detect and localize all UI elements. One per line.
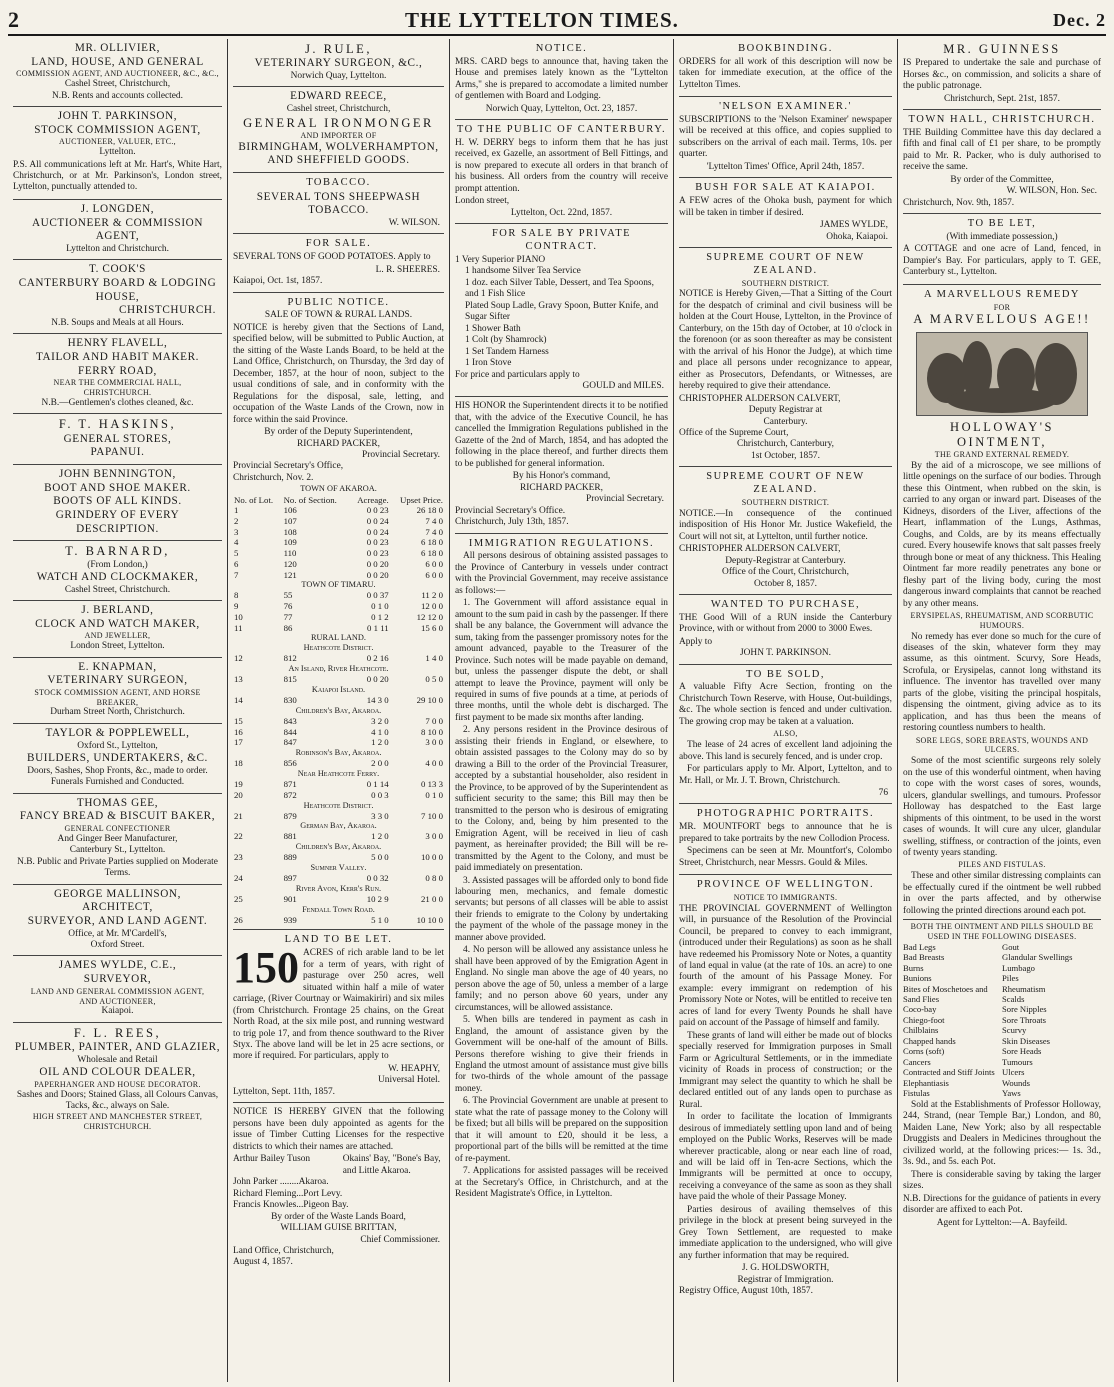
table-row xyxy=(233,716,444,727)
table-cell: 3 0 0 xyxy=(425,831,443,842)
table-cell: 19 xyxy=(234,779,243,790)
ad-wylde: JAMES WYLDE, C.E., SURVEYOR, LAND AND GENERAL COMMISSION AGENT, AND AUCTIONEER, Kaiapoi. xyxy=(13,956,222,1022)
regulation-paragraph: 4. No person will be allowed any assistance unless he shall have been approved of by the Emigration Agent in England. No single man above the age of 40 years, no person above the age of 50, unless a member of a large family; and no person above 60 years, under any circumstances, will be allowed assistance. xyxy=(455,945,668,1013)
table-cell: 5 1 0 xyxy=(371,914,389,925)
table-section-label: Robinson's Bay, Akaroa. xyxy=(295,748,382,758)
ad-derry: TO THE PUBLIC OF CANTERBURY. H. W. DERRY begs to inform them that he has just received, ex Gazelle, an assortment of Bell Fittings, and is now prepared to execute all orders in that branch of his business. All orders from the country will receive prompt attention. London street, Lyttelton, Oct. 22nd, 1857. xyxy=(455,120,668,224)
table-cell: 12 12 0 xyxy=(416,611,443,622)
disease-item: Bad Breasts xyxy=(903,952,945,963)
ad-holloway: A MARVELLOUS REMEDY FOR A MARVELLOUS AGE!! HOLLOWAY'S OINTMENT, THE GRAND EXTERNAL REMEDY. By the aid of a microscope, we see millions of little openings on the surface of our bodies. Through these this Ointment, when rubbed on the skin, is carried to any organ or inward part. Diseases of the Kidneys, disorders of the Liver, affections of the Heart, inflammation of the Lungs, Asthmas, Coughs, and Colds, are by its means effectually cured. Every housewife knows that salt passes freely through bone or meat of any thickness. This Healing Ointment far more readily penetrates any bone or fleshy part of the living body, curing the most dangerous inward complaints that cannot be reached by any other means. ERYSIPELAS, RHEUMATISM, AND SCORBUTIC HUMOURS. No remedy has ever done so much for the cure of diseases of the skin, whatever form they may assume, as this ointment. Scurvy, Sore Heads, Scrofula, or Erysipelas, cannot long withstand its influence. The inventor has travelled over many parts of the globe, visiting the principal hospitals, dispensing the ointment, giving advice as to its application, and has thus been the means of restoring countless numbers to health. SORE LEGS, SORE BREASTS, WOUNDS AND ULCERS. Some of the most scientific surgeons rely solely on the use of this wonderful ointment, when having to cope with the worst cases of sores, wounds, ulcers, glandular swellings, and tumours. Professor Holloway has despatched to the East large shipments of this ointment, to be used in the worst cases of wounds. It will cure any ulcer, glandular swelling, stiffness, or contraction of the joints, even of twenty years standing. PILES AND FISTULAS. These and other similar distressing complaints can be effectually cured if the ointment be well rubbed in over the parts affected, and by otherwise following the printed directions around each pot. BOTH THE OINTMENT AND PILLS SHOULD BE USED IN THE FOLLOWING DISEASES. Bad Legs Bad Breasts Burns Bunions Bites of Moschetoes and Sand Flies Coco-bay Chiego-foot Chilblains Chapped hands Corns (soft) Cancers Contracted and Stiff Joints Elephantiasis Fistulas Gout Glandular Swellings Lumbago Piles Rheumatism Scalds Sore Nipples Sore Throats Scurvy Skin Diseases Sore Heads Tumours Ulcers Wounds Yaws Sold at the Establishments of Professor Holloway, 244, Strand, (near Temple Bar,) London, and 80, Maiden Lane, New York; also by all respectable Druggists and Dealers in Medicines throughout the civilized world, at the following prices:— 1s. 3d., 3s. 9d., and 5s. each Pot. There is considerable saving by taking the larger sizes. N.B. Directions for the guidance of patients in every disorder are affixed to each Pot. Agent for Lyttelton:—A. Bayfeild. xyxy=(903,288,1101,1228)
table-cell: 5 xyxy=(234,548,239,559)
list-item: 1 Colt (by Shamrock) xyxy=(465,335,547,346)
disease-item: Burns xyxy=(903,962,924,973)
table-row xyxy=(233,758,444,769)
table-cell: 0 0 32 xyxy=(366,873,389,884)
ad-potatoes: FOR SALE. SEVERAL TONS OF GOOD POTATOES. Apply to L. R. SHEERES. Kaiapoi, Oct. 1st, 1857. xyxy=(233,234,444,292)
disease-item: Scalds xyxy=(1002,994,1025,1004)
table-row xyxy=(233,852,444,863)
table-cell: 17 xyxy=(234,737,243,748)
column-1 xyxy=(8,39,228,1382)
disease-item: Coco-bay xyxy=(903,1004,937,1015)
ad-flavell: HENRY FLAVELL, TAILOR AND HABIT MAKER. FERRY ROAD, NEAR THE COMMERCIAL HALL, CHRISTCHURCH. N.B.—Gentlemen's clothes cleaned, &c. xyxy=(13,334,222,414)
ad-photographic: PHOTOGRAPHIC PORTRAITS. MR. MOUNTFORT begs to announce that he is prepared to take portraits by the new Collodion Process. Specimens can be seen at Mr. Mountfort's, Colombo Street, Christchurch, near Messrs. Gould & Miles. xyxy=(679,804,892,875)
table-cell: 0 1 0 xyxy=(425,789,443,800)
disease-item: Glandular Swellings xyxy=(1002,952,1073,963)
table-row xyxy=(233,548,444,559)
column-header: No. of Lot. xyxy=(234,494,274,505)
ad-taylor: TAYLOR & POPPLEWELL, Oxford St., Lyttelton, BUILDERS, UNDERTAKERS, &C. Doors, Sashes, Shop Fronts, &c., made to order. Funerals Furnished and Conducted. xyxy=(13,724,222,794)
table-cell: 6 18 0 xyxy=(421,537,443,548)
regulation-paragraph: 7. Applications for assisted passages will be received at the Secretary's Office, in Christchurch, and at the Resident Magistrate's Office, in Lyttelton. xyxy=(455,1166,668,1200)
table-cell: 830 xyxy=(283,695,297,706)
ad-his-honor: HIS HONOR the Superintendent directs it to be notified that, with the advice of the Executive Council, he has cancelled the Immigration Regulations published in the Gazette of the 2nd of March, 1854, and has adopted the following in the place thereof, and further directs them to be published for general information. By his Honor's command, RICHARD PACKER, Provincial Secretary. Provincial Secretary's Office. Christchurch, July 13th, 1857. xyxy=(455,397,668,533)
ad-parkinson: JOHN T. PARKINSON, STOCK COMMISSION AGENT, AUCTIONEER, VALUER, ETC., Lyttelton. P.S. All communications left at Mr. Hart's, White Hart, Christchurch, or at Mr. Parkinson's, London street, Lyttelton, punctually attended to. xyxy=(13,107,222,200)
table-cell: 11 xyxy=(234,622,243,633)
table-cell: 0 2 16 xyxy=(366,653,389,664)
table-cell: 6 xyxy=(234,558,239,569)
ad-land-to-let: LAND TO BE LET. 150 ACRES of rich arable land to be let for a term of years, with right of pasturage over 250 acres, well situated within half a mile of water carriage, (River Courtnay or Waimakiriri) and six miles (from Christchurch. Frontage 25 chains, on the Great North Road, at the six mile post, and running westward to trig pole 17, and from thence southward to the River Styx. The above land will be let in 25 acre sections, or more if required. For particulars, apply to W. HEAPHY, Universal Hotel. Lyttelton, Sept. 11th, 1857. xyxy=(233,930,444,1103)
table-cell: 2 xyxy=(234,515,239,526)
disease-item: Bites of Moschetoes and Sand Flies xyxy=(903,983,988,1004)
table-cell: 120 xyxy=(283,558,297,569)
disease-item: Scurvy xyxy=(1002,1025,1027,1036)
table-cell: 18 xyxy=(234,758,243,769)
table-cell: 0 8 0 xyxy=(425,873,443,884)
table-cell: 7 4 0 xyxy=(425,515,443,526)
ad-rule: J. RULE, VETERINARY SURGEON, &C., Norwich Quay, Lyttelton. xyxy=(233,39,444,87)
table-cell: 879 xyxy=(283,810,297,821)
table-cell: 881 xyxy=(283,831,297,842)
table-cell: 15 6 0 xyxy=(421,622,443,633)
table-cell: 26 18 0 xyxy=(416,505,443,516)
table-cell: 889 xyxy=(283,852,297,863)
table-cell: 856 xyxy=(283,758,297,769)
table-row xyxy=(233,779,444,790)
ad-bennington: JOHN BENNINGTON, BOOT AND SHOE MAKER. BOOTS OF ALL KINDS. GRINDERY OF EVERY DESCRIPTION. xyxy=(13,465,222,541)
table-cell: 1 4 0 xyxy=(425,653,443,664)
table-header-row xyxy=(233,495,444,506)
table-row xyxy=(233,590,444,601)
disease-item: Wounds xyxy=(1002,1077,1030,1088)
table-cell: 1 2 0 xyxy=(371,737,389,748)
ad-town-hall: TOWN HALL, CHRISTCHURCH. THE Building Committee have this day declared a fifth and final call of £1 per share, to be promptly paid to Mr. R. Packer, who is duly authorised to receive the same. By order of the Committee, W. WILSON, Hon. Sec. Christchurch, Nov. 9th, 1857. xyxy=(903,110,1101,214)
table-cell: 0 0 20 xyxy=(366,569,389,580)
table-cell: 872 xyxy=(283,789,297,800)
list-item: 1 doz. each Silver Table, Dessert, and Tea Spoons, and 1 Fish Slice xyxy=(465,277,654,300)
table-cell: 10 10 0 xyxy=(416,914,443,925)
regulation-list xyxy=(455,598,668,1200)
table-section-label: Near Heathcote Ferry. xyxy=(297,768,380,778)
table-section-label: RURAL LAND. xyxy=(310,633,366,643)
table-cell: 844 xyxy=(283,726,297,737)
table-row xyxy=(233,737,444,748)
table-row xyxy=(233,516,444,527)
table-row xyxy=(233,559,444,570)
table-cell: 0 0 23 xyxy=(366,505,389,516)
ad-timber-licenses: NOTICE IS HEREBY GIVEN that the following persons have been duly appointed as agents for the issue of Timber Cutting Licenses for the respective districts to which their names are attached. Arthur Bailey Tuson Okains' Bay, "Bone's Bay, and Little Akaroa. John Parker ........Akaroa. Richard Fleming...Port Levy. Francis Knowles...Pigeon Bay. By order of the Waste Lands Board, WILLIAM GUISE BRITTAN, Chief Commissioner. Land Office, Christchurch, August 4, 1857. xyxy=(233,1107,444,1268)
table-cell: 4 0 0 xyxy=(425,758,443,769)
column-2 xyxy=(228,39,450,1382)
table-row xyxy=(233,623,444,634)
table-cell: 3 0 0 xyxy=(425,737,443,748)
column-header: Upset Price. xyxy=(400,494,443,505)
table-cell: 815 xyxy=(283,674,297,685)
regulation-paragraph: 2. Any persons resident in the Province desirous of assisting their friends in England, or elsewhere, to obtain assisted passages to the Colony may do so by drawing a Bill to the order of the Provincial Treasurer, accepted by a substantial householder, also resident in the Province, to be approved of by the Superintendent as sufficient security to the same; this Bill may then be transmitted to the person who is desirous of emigrating to the Colony, and, being by him presented to the Emigration Agent, will be received in lieu of cash payment, as hereinafter provided; the Bill will be re-transmitted by the Agent to the Colony, and must be paid immediately on presentation. xyxy=(455,725,668,874)
table-row xyxy=(233,505,444,516)
ad-berland: J. BERLAND, CLOCK AND WATCH MAKER, AND JEWELLER, London Street, Lyttelton. xyxy=(13,601,222,658)
list-item: 1 handsome Silver Tea Service xyxy=(465,266,581,277)
table-cell: 2 0 0 xyxy=(371,758,389,769)
table-section-label: An Island, River Heathcote. xyxy=(288,664,389,674)
table-cell: 76 xyxy=(283,601,293,612)
table-cell: 7 0 0 xyxy=(425,715,443,726)
table-cell: 10 xyxy=(234,611,243,622)
disease-item: Cancers xyxy=(903,1056,931,1067)
ad-rees: F. L. REES, PLUMBER, PAINTER, AND GLAZIER, Wholesale and Retail OIL AND COLOUR DEALER, PAPERHANGER AND HOUSE DECORATOR. Sashes and Doors; Stained Glass, all Colours Canvas, Tacks, &c., always on Sale. HIGH STREET AND MANCHESTER STREET, CHRISTCHURCH. xyxy=(14,1025,221,1132)
disease-item: Tumours xyxy=(1002,1056,1033,1067)
table-cell: 0 0 24 xyxy=(366,515,389,526)
table-section-label: Children's Bay, Akaroa. xyxy=(295,842,382,852)
table-row xyxy=(233,894,444,905)
table-cell: 0 0 24 xyxy=(366,526,389,537)
table-row xyxy=(233,727,444,738)
table-section-label: Children's Bay, Akaroa. xyxy=(295,705,382,715)
column-4 xyxy=(674,39,898,1382)
disease-item: Gout xyxy=(1002,941,1020,952)
table-cell: 3 3 0 xyxy=(371,810,389,821)
table-cell: 25 xyxy=(234,893,243,904)
table-cell: 77 xyxy=(283,611,293,622)
table-cell: 11 2 0 xyxy=(421,590,443,601)
lands-table xyxy=(233,495,444,926)
ad-reece: EDWARD REECE, Cashel street, Christchurch, GENERAL IRONMONGER AND IMPORTER OF BIRMINGHAM, WOLVERHAMPTON, AND SHEFFIELD GOODS. xyxy=(233,87,444,172)
table-cell: 0 0 20 xyxy=(366,674,389,685)
table-cell: 14 xyxy=(234,695,243,706)
ad-immigration: IMMIGRATION REGULATIONS. All persons desirous of obtaining assisted passages to the Province of Canterbury in vessels under contract with the Provincial Government, may receive assistance as follows:— 1. The Government will afford assistance equal in amount to the sum paid in cash by the passenger. If there shall be any balance, the Government will advance the sum, taking from the passenger promissory notes for the amount advanced, payable to the Treasurer of the Province. Such notes will be made payable on demand, but, unless the passenger dispute the debt, or shall attempt to leave the Province, payment will only be required in sums of five pounds at a time, at periods of three months, until the whole debt is discharged. The first payment to be made six months after landing. 2. Any persons resident in the Province desirous of assisting their friends in England, or elsewhere, to obtain assisted passages to the Colony may do so by drawing a Bill to the order of the Provincial Treasurer, accepted by a substantial householder, also resident in the Province, to be approved of by the Superintendent as sufficient security to the same; this Bill may then be transmitted to the person who is desirous of emigrating to the Colony, and, being by him presented to the Emigration Agent, will be received in lieu of cash payment, as hereinafter provided; the Bill will be re-transmitted by the Agent to the Colony, and must be paid immediately on presentation. 3. Assisted passages will be afforded only to bond fide labouring men, mechanics, and female domestic servants; but persons of all classes will be able to assist their friends to emigrate to the Colony by undertaking the payment of the whole of the passage money in the manner above provided. 4. No person will be allowed any assistance unless he shall have been approved of by the Emigration Agent in England. No single man above the age of 40 years, no person above the age of 50, unless a member of a large family; and no person above 60 years, under any circumstances, will be allowed assistance. 5. When bills are tendered in payment as cash in England, the amount of assistance given by the Government will be one-half of the amount of Bills. Persons therefore wishing to give their friends in England the utmost amount of assistance must give bills for two-thirds of the whole amount of the passage money. 6. The Provincial Government are unable at present to state what the rate of passage money to the Colony will be fixed; but all bills will be prepared on the supposition that it will amount to £20, should it be less, a proportional part of the bills will be remitted at the time of re-payment. 7. Applications for assisted passages will be received at the Secretary's Office, in Christchurch, and at the Resident Magistrate's Office, in Lyttelton. xyxy=(455,537,668,1200)
disease-item: Sore Heads xyxy=(1002,1046,1042,1057)
table-cell: 13 xyxy=(234,674,243,685)
table-row xyxy=(233,537,444,548)
disease-item: Rheumatism xyxy=(1002,983,1046,994)
table-row xyxy=(233,790,444,801)
table-row xyxy=(233,601,444,612)
table-section-label: TOWN OF TIMARU. xyxy=(301,580,376,590)
table-row xyxy=(233,831,444,842)
ad-bush-sale: BUSH FOR SALE AT KAIAPOI. A FEW acres of the Ohoka bush, payment for which will be taken in timber if desired. JAMES WYLDE, Ohoka, Kaiapoi. xyxy=(679,178,892,248)
disease-item: Bad Legs xyxy=(903,941,936,952)
table-cell: 26 xyxy=(234,914,243,925)
table-cell: 12 0 0 xyxy=(421,601,443,612)
column-3 xyxy=(450,39,674,1382)
table-cell: 3 xyxy=(234,526,239,537)
table-section-label: Heathcote District. xyxy=(303,800,374,810)
table-cell: 939 xyxy=(283,914,297,925)
table-cell: 0 0 37 xyxy=(366,590,389,601)
table-cell: 55 xyxy=(283,590,293,601)
disease-item: Contracted and Stiff Joints xyxy=(903,1067,995,1078)
table-cell: 20 xyxy=(234,789,243,800)
table-cell: 108 xyxy=(283,526,297,537)
sale-items-list xyxy=(455,255,668,370)
ad-wellington: PROVINCE OF WELLINGTON. NOTICE TO IMMIGRANTS. THE PROVINCIAL GOVERNMENT of Wellington will, in pursuance of the Resolution of the Provincial Council, be prepared to convey to each immigrant, (introduced under their Regulations) as soon as he shall have redeemed his Promissory Note or Notes, a quantity of land equal in value (at the rate of 10s. an acre) to one fourth of the amount of his Passage Money. For example: every immigrant on redemption of his Promissory Note or Notes, will be entitled to receive ten acres of land for every Twenty Pounds he shall have paid on account of the Passage of himself and family. These grants of land will either be made out of blocks specially reserved for Immigration purposes in Small Farm or Agricultural Settlements, or in the immediate vicinity of Roads in process of construction; or the Immigrant may select the quantity to which he shall be declared entitled out of any lands open to purchase as Rural. In order to facilitate the location of Immigrants desirous of immediately settling upon land and of being employed on the Public Works, Reserves will be made wherever practicable, along or near each line of road, and will be laid off in Ten-acre Sections, which the Immigrants will be permitted at once to occupy, receiving a conveyance of the same as soon as they shall have paid the whole of their Passage Money. Parties desirous of availing themselves of this privilege in the block at present being surveyed in the Grey Town Settlement, are requested to make immediate application to the undersigned, who will give any further information that may be required. J. G. HOLDSWORTH, Registrar of Immigration. Registry Office, August 10th, 1857. xyxy=(679,879,892,1297)
regulation-paragraph: 6. The Provincial Government are unable at present to state what the rate of passage money to the Colony will be fixed; but all bills will be prepared on the supposition that it will amount to £20, should it be less, a proportional part of the bills will be remitted at the time of re-payment. xyxy=(455,1096,668,1164)
table-cell: 110 xyxy=(283,548,297,559)
ad-cottage-to-let: TO BE LET, (With immediate possession,) A COTTAGE and one acre of Land, fenced, in Dampier's Bay. For particulars, apply to T. GEE, Canterbury st., Lyttelton. xyxy=(903,214,1101,285)
page-number: 2 xyxy=(8,7,19,32)
ad-mallinson: GEORGE MALLINSON, ARCHITECT, SURVEYOR, AND LAND AGENT. Office, at Mr. M'Cardell's, Oxford Street. xyxy=(13,885,222,957)
table-cell: 0 0 3 xyxy=(371,789,389,800)
ad-private-contract: FOR SALE BY PRIVATE CONTRACT. 1 Very Superior PIANO 1 handsome Silver Tea Service 1 doz. each Silver Table, Dessert, and Tea Spoons, and 1 Fish Slice Plated Soup Ladle, Gravy Spoon, Butter Knife, and Sugar Sifter 1 Shower Bath 1 Colt (by Shamrock) 1 Set Tandem Harness 1 Iron Stove For price and particulars apply to GOULD and MILES. xyxy=(455,224,668,397)
table-cell: 6 18 0 xyxy=(421,548,443,559)
ad-supreme-court-2: SUPREME COURT OF NEW ZEALAND. SOUTHERN DISTRICT. NOTICE.—In consequence of the continued indisposition of His Honor Mr. Justice Wakefield, the Court will not sit, at Lyttelton, until further notice. CHRISTOPHER ALDERSON CALVERT, Deputy-Registrar at Canterbury. Office of the Court, Christchurch, October 8, 1857. xyxy=(679,467,892,595)
table-cell: 0 13 3 xyxy=(421,779,443,790)
table-cell: 1 2 0 xyxy=(371,831,389,842)
ad-mrs-card: NOTICE. MRS. CARD begs to announce that, having taken the House and premises lately known as the "Lyttelton Arms," she is prepared to accomodate a limited number of gentlemen with Board and Lodging. Norwich Quay, Lyttelton, Oct. 23, 1857. xyxy=(455,39,668,120)
table-cell: 106 xyxy=(283,505,297,516)
regulation-paragraph: 5. When bills are tendered in payment as cash in England, the amount of assistance given by the Government will be one-half of the amount of Bills. Persons therefore wishing to give their friends in England the utmost amount of assistance must give bills for two-thirds of the whole amount of the passage money. xyxy=(455,1015,668,1094)
table-cell: 0 0 20 xyxy=(366,558,389,569)
table-section-label: German Bay, Akaroa. xyxy=(300,821,377,831)
table-cell: 10 0 0 xyxy=(421,852,443,863)
table-cell: 812 xyxy=(283,653,297,664)
table-cell: 22 xyxy=(234,831,243,842)
table-cell: 15 xyxy=(234,715,243,726)
table-row xyxy=(233,915,444,926)
disease-item: Chilblains xyxy=(903,1025,939,1036)
table-cell: 0 1 11 xyxy=(367,622,389,633)
table-row xyxy=(233,527,444,538)
column-header: Acreage. xyxy=(357,494,389,505)
table-cell: 4 xyxy=(234,537,239,548)
regulation-paragraph: 1. The Government will afford assistance equal in amount to the sum paid in cash by the passenger. If there shall be any balance, the Government will advance the sum, taking from the passenger promissory notes for the amount advanced, payable to the Treasurer of the Province. Such notes will be made payable on demand, but, unless the passenger dispute the debt, or shall attempt to leave the Province, payment will only be required in sums of five pounds at a time, at periods of three months, until the whole debt is discharged. The first payment to be made six months after landing. xyxy=(455,598,668,723)
column-header: No. of Section. xyxy=(283,494,337,505)
ad-nelson-examiner: 'NELSON EXAMINER.' SUBSCRIPTIONS to the 'Nelson Examiner' newspaper will be received at this office, and copies supplied to subscribers on the arrival of each mail. Terms, 10s. per quarter. 'Lyttelton Times' Office, April 24th, 1857. xyxy=(679,97,892,178)
table-cell: 0 0 23 xyxy=(366,537,389,548)
table-cell: 9 xyxy=(234,601,239,612)
table-section-label: Fendall Town Road. xyxy=(302,904,375,914)
table-cell: 6 0 0 xyxy=(425,569,443,580)
list-item: 1 Set Tandem Harness xyxy=(465,346,549,357)
table-cell: 10 2 9 xyxy=(366,893,389,904)
regulation-paragraph: 3. Assisted passages will be afforded only to bond fide labouring men, mechanics, and female domestic servants; but persons of all classes will be able to assist their friends to emigrate to the Colony by undertaking the payment of the whole of the passage money in the manner above provided. xyxy=(455,875,668,943)
table-cell: 847 xyxy=(283,737,297,748)
table-cell: 6 0 0 xyxy=(425,558,443,569)
table-cell: 7 xyxy=(234,569,239,580)
table-cell: 7 10 0 xyxy=(421,810,443,821)
table-cell: 12 xyxy=(234,653,243,664)
disease-item: Elephantiasis xyxy=(903,1077,949,1088)
table-row xyxy=(233,570,444,581)
ad-haskins: F. T. HASKINS, GENERAL STORES, PAPANUI. xyxy=(13,414,222,465)
disease-item: Sore Throats xyxy=(1002,1014,1046,1025)
disease-item: Bunions xyxy=(903,973,932,984)
disease-item: Skin Diseases xyxy=(1002,1035,1050,1046)
table-cell: 871 xyxy=(283,779,297,790)
table-cell: 23 xyxy=(234,852,243,863)
table-section-label: River Avon, Kerr's Run. xyxy=(295,883,382,893)
list-item: 1 Very Superior PIANO xyxy=(455,254,546,265)
ad-tobacco: TOBACCO. SEVERAL TONS SHEEPWASH TOBACCO. W. WILSON. xyxy=(233,173,444,235)
table-cell: 14 3 0 xyxy=(366,695,389,706)
table-cell: 7 4 0 xyxy=(425,526,443,537)
table-row xyxy=(233,811,444,822)
table-cell: 3 2 0 xyxy=(371,715,389,726)
disease-item: Chiego-foot xyxy=(903,1014,945,1025)
ad-longden: J. LONGDEN, AUCTIONEER & COMMISSION AGENT, Lyttelton and Christchurch. xyxy=(13,200,222,260)
ad-to-be-sold: TO BE SOLD, A valuable Fifty Acre Section, fronting on the Christchurch Town Reserve, with House, Out-buildings, &c. The whole section is fenced and under cultivation. The growing crop may be taken at a valuation. ALSO, The lease of 24 acres of excellent land adjoining the above. This land is securely fenced, and is under crop. For particulars apply to Mr. Alport, Lyttelton, and to Mr. Hall, or Mr. J. T. Brown, Christchurch. 76 xyxy=(679,665,892,805)
list-item: 1 Iron Stove xyxy=(465,358,512,369)
ad-bookbinding: BOOKBINDING. ORDERS for all work of this description will now be taken for immediate execution, at the office of the Lyttelton Times. xyxy=(679,39,892,97)
table-cell: 16 xyxy=(234,726,243,737)
masthead xyxy=(8,6,1106,36)
table-cell: 901 xyxy=(283,893,297,904)
issue-date: Dec. 2 xyxy=(1053,9,1106,30)
diseases-list xyxy=(903,942,1101,1099)
table-cell: 5 0 0 xyxy=(371,852,389,863)
table-section-label: Kaiapoi Island. xyxy=(311,685,366,695)
ad-guinness: MR. GUINNESS IS Prepared to undertake the sale and purchase of Horses &c., on commission, and solicits a share of the public patronage. Christchurch, Sept. 21st, 1857. xyxy=(903,39,1101,110)
table-cell: 897 xyxy=(283,873,297,884)
table-cell: 0 5 0 xyxy=(425,674,443,685)
disease-item: Piles xyxy=(1002,973,1019,984)
table-row xyxy=(233,612,444,623)
acreage-figure: 150 xyxy=(233,943,299,993)
table-cell: 0 1 2 xyxy=(371,611,389,622)
ad-cook: T. COOK'S CANTERBURY BOARD & LODGING HOUSE, CHRISTCHURCH. N.B. Soups and Meals at all Hours. xyxy=(13,260,222,334)
table-cell: 843 xyxy=(283,715,297,726)
table-cell: 107 xyxy=(283,515,297,526)
table-cell: 0 1 0 xyxy=(371,601,389,612)
table-row xyxy=(233,873,444,884)
list-item: 1 Shower Bath xyxy=(465,323,521,334)
table-cell: 0 0 23 xyxy=(366,548,389,559)
table-cell: 109 xyxy=(283,537,297,548)
table-cell: 29 10 0 xyxy=(416,695,443,706)
ad-barnard: T. BARNARD, (From London,) WATCH AND CLOCKMAKER, Cashel Street, Christchurch. xyxy=(13,541,222,601)
disease-item: Lumbago xyxy=(1002,962,1035,973)
table-cell: 4 1 0 xyxy=(371,726,389,737)
table-section-label: Heathcote District. xyxy=(303,643,374,653)
engraving-illustration xyxy=(916,332,1088,416)
table-row xyxy=(233,674,444,685)
table-cell: 1 xyxy=(234,505,239,516)
ad-supreme-court-1: SUPREME COURT OF NEW ZEALAND. SOUTHERN DISTRICT. NOTICE is Hereby Given,—That a Sitting of the Court for the despatch of criminal and civil business will be holden at the Court House, Lyttelton, in the Province of Canterbury, on the 15th day of October, at 10 o'clock in the forenoon (or as soon thereafter as may be consistent with the arrival of his Honor the Judge), at which time and place all persons under recognizance to appear, either as Prosecutors, Defendants, or Witnesses, are hereby required to give their attendance. CHRISTOPHER ALDERSON CALVERT, Deputy Registrar at Canterbury. Office of the Supreme Court, Christchurch, Canterbury, 1st October, 1857. xyxy=(679,248,892,467)
table-cell: 8 10 0 xyxy=(421,726,443,737)
table-cell: 24 xyxy=(234,873,243,884)
disease-item: Ulcers xyxy=(1002,1067,1025,1078)
table-cell: 0 1 14 xyxy=(366,779,389,790)
ad-public-notice-lands: PUBLIC NOTICE. SALE OF TOWN & RURAL LANDS. NOTICE is hereby given that the Sections of Land, specified below, will be submitted to Public Auction, at the sitting of the Waste Lands Board, to be held at the Land Office, Christchurch, on Thursday, the 3rd day of December, 1857, at the hour of noon, subject to the usual conditions of sale, and in conformity with the Regulations for the disposal, sale, letting, and occupation of the Waste Lands of the Crown, now in force within the said Province. By order of the Deputy Superintendent, RICHARD PACKER, Provincial Secretary. Provincial Secretary's Office, Christchurch, Nov. 2. TOWN OF AKAROA. No. of Lot. No. of Section. Acreage. Upset Price. 1 106 0 0 23 26 18 0 2 107 0 0 24 7 4 0 3 108 0 0 24 7 4 0 4 109 0 0 23 6 18 0 5 110 0 0 23 6 18 0 6 120 0 0 20 6 0 0 7 121 0 0 20 6 0 0 TOWN OF TIMARU. 8 55 0 0 37 11 2 0 9 76 0 1 0 12 0 0 10 77 0 1 2 12 12 0 11 86 0 1 11 15 6 0 RURAL LAND. Heathcote District. 12 812 0 2 16 1 4 0 An Island, River Heathcote. 13 815 0 0 20 0 5 0 Kaiapoi Island. 14 830 14 3 0 29 10 0 Children's Bay, Akaroa. 15 843 3 2 0 7 0 0 16 844 4 1 0 8 10 0 17 847 1 2 0 3 0 0 Robinson's Bay, Akaroa. 18 856 2 0 0 4 0 0 Near Heathcote Ferry. 19 871 0 1 14 0 13 3 20 872 0 0 3 0 1 0 Heathcote District. 21 879 3 3 0 7 10 0 German Bay, Akaroa. 22 881 1 2 0 3 0 0 Children's Bay, Akaroa. 23 889 5 0 0 10 0 0 Sumner Valley. 24 897 0 0 32 0 8 0 River Avon, Kerr's Run. 25 901 10 2 9 21 0 0 Fendall Town Road. 26 939 5 1 0 10 10 0 xyxy=(233,293,444,931)
ad-wanted-purchase: WANTED TO PURCHASE, THE Good Will of a RUN inside the Canterbury Province, with or without from 2000 to 3000 Ewes. Apply to JOHN T. PARKINSON. xyxy=(679,595,892,665)
table-cell: 21 0 0 xyxy=(421,893,443,904)
disease-item: Yaws xyxy=(1002,1088,1021,1099)
column-5 xyxy=(898,39,1106,1382)
table-cell: 121 xyxy=(283,569,297,580)
ad-gee: THOMAS GEE, FANCY BREAD & BISCUIT BAKER, GENERAL CONFECTIONER And Ginger Beer Manufacturer, Canterbury St., Lyttelton. N.B. Public and Private Parties supplied on Moderate Terms. xyxy=(13,794,222,885)
list-item: Plated Soup Ladle, Gravy Spoon, Butter Knife, and Sugar Sifter xyxy=(465,300,659,323)
disease-item: Sore Nipples xyxy=(1002,1004,1047,1015)
table-cell: 8 xyxy=(234,590,239,601)
newspaper-title: THE LYTTELTON TIMES. xyxy=(405,7,679,32)
table-cell: 86 xyxy=(283,622,293,633)
table-row xyxy=(233,653,444,664)
table-section-label: Sumner Valley. xyxy=(310,862,367,872)
disease-item: Fistulas xyxy=(903,1088,930,1099)
disease-item: Chapped hands xyxy=(903,1035,956,1046)
disease-item: Corns (soft) xyxy=(903,1046,945,1057)
ad-knapman: E. KNAPMAN, VETERINARY SURGEON, STOCK COMMISSION AGENT, AND HORSE BREAKER, Durham Street North, Christchurch. xyxy=(13,658,222,724)
ad-ollivier: MR. OLLIVIER, LAND, HOUSE, AND GENERAL COMMISSION AGENT, AND AUCTIONEER, &C., &C., Cashel Street, Christchurch, N.B. Rents and accounts collected. xyxy=(13,39,222,107)
table-row xyxy=(233,695,444,706)
table-cell: 21 xyxy=(234,810,243,821)
